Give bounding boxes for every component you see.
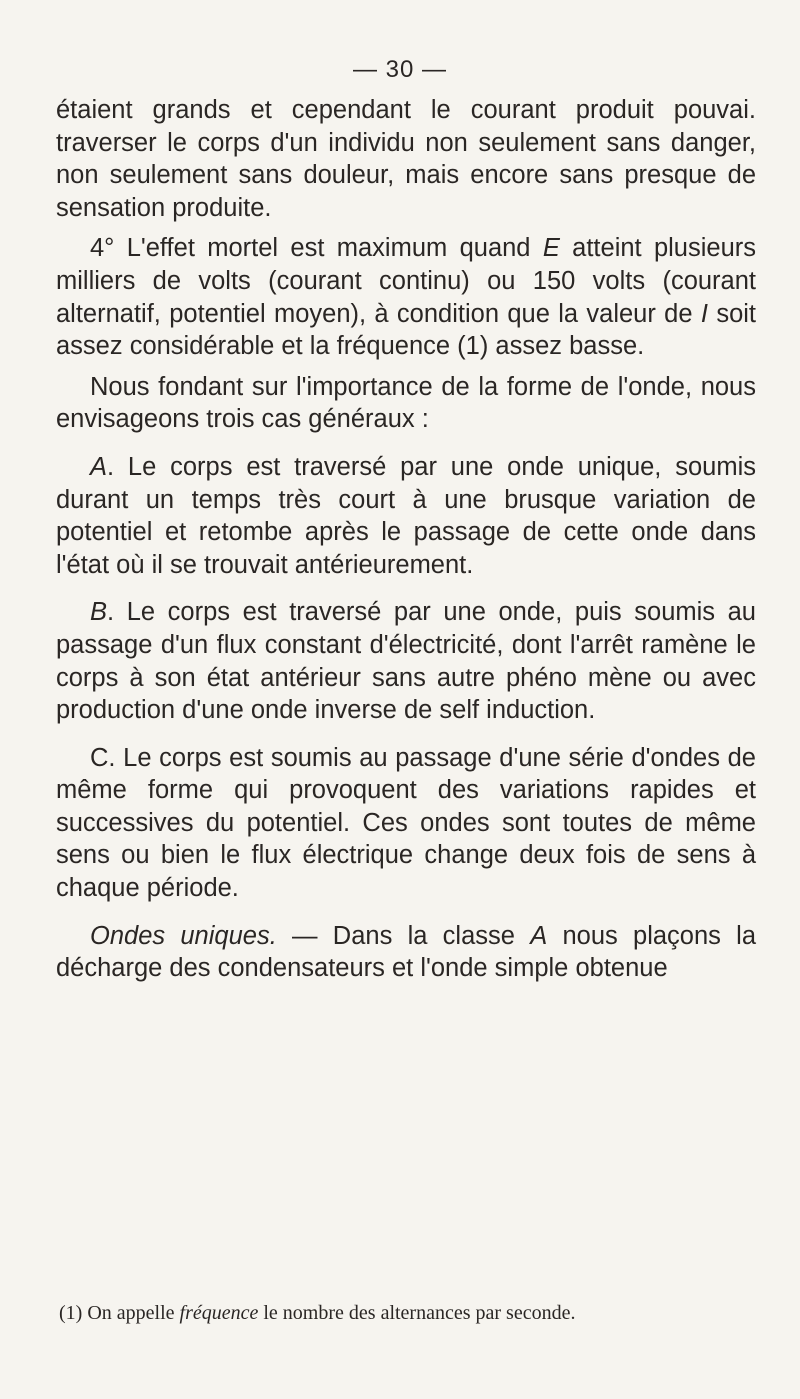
section-ondes-uniques — [56, 920, 756, 985]
text-run: nous plaçons la décharge des condensateurs et l'onde simple obtenue — [56, 921, 756, 983]
text-run: 4° L'effet mortel est maximum quand — [90, 234, 543, 263]
footnote-text: (1) On appelle — [59, 1302, 180, 1324]
paragraph-continuation: étaient grands et cependant le courant produit pouvai. traverser le corps d'un individu non seulement sans danger, non seulement sans douleur, mais encore sans presque de sensation produite. — [56, 96, 756, 222]
case-c — [56, 742, 756, 905]
case-a — [56, 451, 756, 581]
case-text: . Le corps est soumis au passage d'une série d'ondes de même forme qui provoquent des variations rapides et successives du potentiel. Ces ondes sont toutes de même sens ou bien le flux électrique change deux fois de sens à chaque période. — [56, 743, 756, 903]
text-run: atteint plusieurs milliers de volts (courant continu) ou 150 volts (courant alternatif, potentiel moyen), à condition que la valeur de — [56, 234, 757, 328]
case-b — [56, 596, 756, 726]
case-text: . Le corps est traversé par une onde unique, soumis durant un temps très court à une brusque variation de potentiel et retombe après le passage de cette onde dans l'état où il se trouvait antérieurement. — [56, 452, 756, 579]
case-text: . Le corps est traversé par une onde, puis soumis au passage d'un flux constant d'électricité, dont l'arrêt ramène le corps à son état antérieur sans autre phéno mène ou avec production d'une onde inverse de self induction. — [56, 598, 756, 725]
class-label: A — [530, 921, 548, 950]
footnote-term: fréquence — [179, 1302, 259, 1324]
section-heading: Ondes uniques. — [90, 921, 277, 950]
variable-i: I — [700, 299, 708, 328]
body-text — [56, 94, 756, 985]
text-run: — Dans la classe — [276, 921, 531, 950]
text-run: soit assez considérable et la fréquence (1) assez basse. — [56, 299, 756, 361]
variable-e: E — [542, 234, 560, 263]
case-label: C — [90, 743, 109, 772]
case-label: A — [90, 452, 108, 481]
paragraph-4 — [56, 232, 756, 362]
case-label: B — [90, 598, 108, 627]
paragraph-intro-cases: Nous fondant sur l'importance de la forme de l'onde, nous envisageons trois cas généraux : — [56, 372, 756, 434]
page-number: — 30 — — [352, 56, 448, 83]
footnote — [59, 1300, 759, 1326]
footnote-text: le nombre des alternances par seconde. — [258, 1302, 576, 1324]
